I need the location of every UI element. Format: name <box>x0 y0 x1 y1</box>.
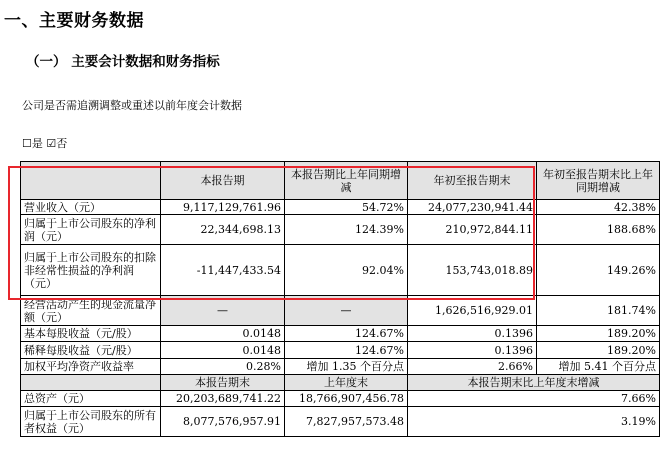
value-cell: 0.1396 <box>408 326 537 342</box>
header-cell <box>21 375 161 391</box>
row-label: 经营活动产生的现金流量净额（元） <box>21 296 161 326</box>
value-cell: 7,827,957,573.48 <box>285 407 408 437</box>
row-label: 营业收入（元） <box>21 200 161 215</box>
value-cell: — <box>161 296 285 326</box>
value-cell: 0.1396 <box>408 342 537 359</box>
value-cell: 124.67% <box>285 342 408 359</box>
header-cell: 年初至报告期末 <box>408 162 537 200</box>
value-cell: 1,626,516,929.01 <box>408 296 537 326</box>
restatement-question: 公司是否需追溯调整或重述以前年度会计数据 <box>22 99 242 112</box>
option-no-label: 否 <box>56 137 68 150</box>
table-row <box>21 391 660 407</box>
value-cell: 0.28% <box>161 359 285 375</box>
header-cell: 上年度末 <box>285 375 408 391</box>
table-row <box>21 326 660 342</box>
value-cell: 189.20% <box>537 342 660 359</box>
value-cell: 3.19% <box>408 407 660 437</box>
value-cell: 181.74% <box>537 296 660 326</box>
restatement-options <box>22 135 67 151</box>
financial-data-table <box>20 161 660 437</box>
value-cell: — <box>285 296 408 326</box>
table-subheader-row <box>21 375 660 391</box>
value-cell: 124.39% <box>285 215 408 245</box>
table-row <box>21 342 660 359</box>
row-label: 总资产（元） <box>21 391 161 407</box>
row-label: 稀释每股收益（元/股） <box>21 342 161 359</box>
table-row <box>21 407 660 437</box>
value-cell: 149.26% <box>537 245 660 296</box>
value-cell: 124.67% <box>285 326 408 342</box>
checkbox-unchecked-icon[interactable]: ☐ <box>22 137 32 150</box>
row-label: 归属于上市公司股东的净利润（元） <box>21 215 161 245</box>
value-cell: 189.20% <box>537 326 660 342</box>
table-row <box>21 245 660 296</box>
value-cell: 54.72% <box>285 200 408 215</box>
header-cell: 本报告期 <box>161 162 285 200</box>
value-cell: 24,077,230,941.44 <box>408 200 537 215</box>
header-cell <box>21 162 161 200</box>
value-cell: 210,972,844.11 <box>408 215 537 245</box>
value-cell: 7.66% <box>408 391 660 407</box>
header-cell: 本报告期比上年同期增减 <box>285 162 408 200</box>
header-cell: 年初至报告期末比上年同期增减 <box>537 162 660 200</box>
table-row <box>21 296 660 326</box>
value-cell: 增加 1.35 个百分点 <box>285 359 408 375</box>
table-row <box>21 200 660 215</box>
value-cell: 22,344,698.13 <box>161 215 285 245</box>
value-cell: 8,077,576,957.91 <box>161 407 285 437</box>
row-label: 加权平均净资产收益率 <box>21 359 161 375</box>
row-label: 归属于上市公司股东的所有者权益（元） <box>21 407 161 437</box>
header-cell: 本报告期末比上年度末增减 <box>408 375 660 391</box>
subsection-title: （一） 主要会计数据和财务指标 <box>26 54 220 70</box>
header-cell: 本报告期末 <box>161 375 285 391</box>
table-row <box>21 215 660 245</box>
section-title: 一、主要财务数据 <box>4 11 144 31</box>
checkbox-checked-icon[interactable]: ☑ <box>46 137 57 150</box>
row-label: 基本每股收益（元/股） <box>21 326 161 342</box>
row-label: 归属于上市公司股东的扣除非经常性损益的净利润（元） <box>21 245 161 296</box>
table-header-row <box>21 162 660 200</box>
value-cell: 增加 5.41 个百分点 <box>537 359 660 375</box>
option-yes-label: 是 <box>31 137 43 150</box>
value-cell: 2.66% <box>408 359 537 375</box>
value-cell: -11,447,433.54 <box>161 245 285 296</box>
value-cell: 188.68% <box>537 215 660 245</box>
value-cell: 9,117,129,761.96 <box>161 200 285 215</box>
value-cell: 42.38% <box>537 200 660 215</box>
value-cell: 153,743,018.89 <box>408 245 537 296</box>
value-cell: 20,203,689,741.22 <box>161 391 285 407</box>
value-cell: 92.04% <box>285 245 408 296</box>
value-cell: 0.0148 <box>161 326 285 342</box>
value-cell: 0.0148 <box>161 342 285 359</box>
value-cell: 18,766,907,456.78 <box>285 391 408 407</box>
table-row <box>21 359 660 375</box>
